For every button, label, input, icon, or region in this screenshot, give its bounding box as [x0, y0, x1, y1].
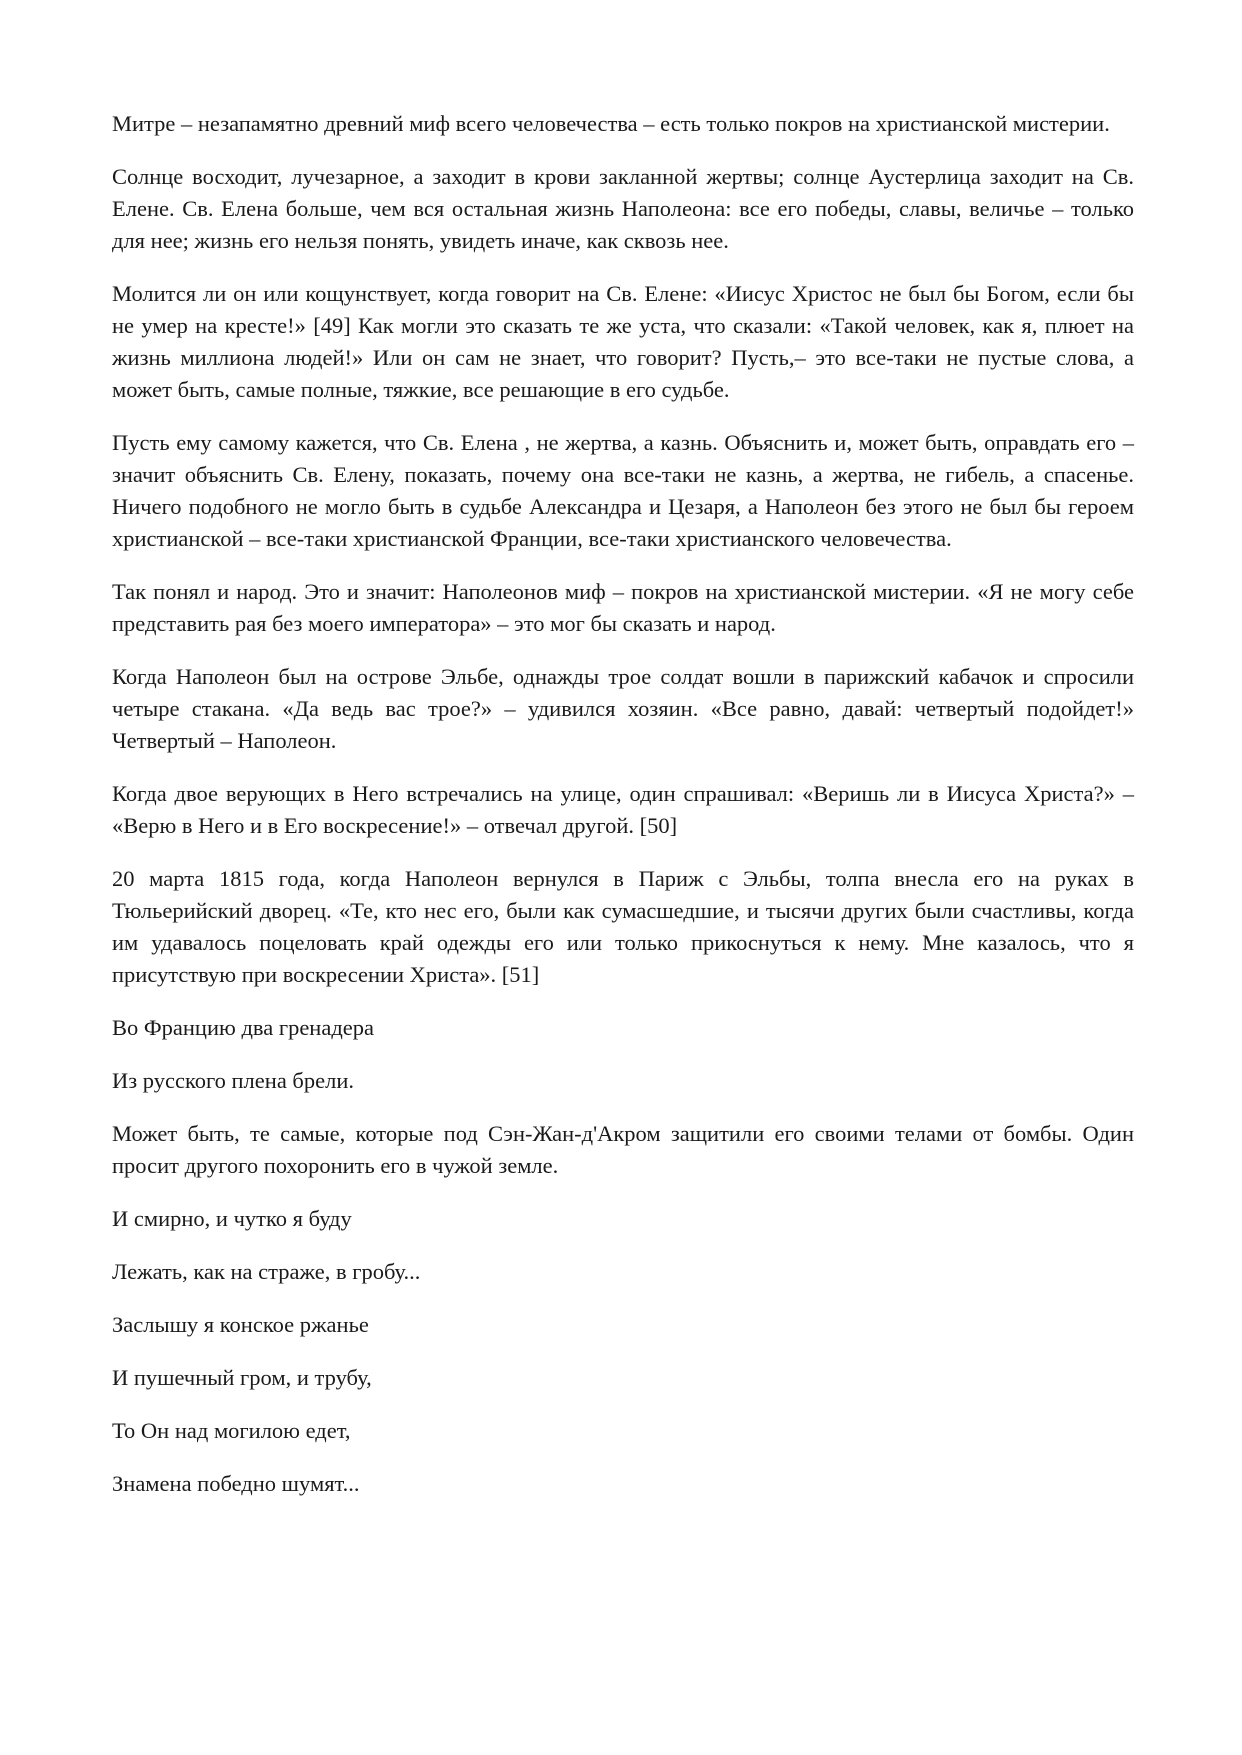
paragraph-sun: Солнце восходит, лучезарное, а заходит в крови закланной жертвы; солнце Аустерлица заходит на Св. Елене. Св. Елена больше, чем вся остальная жизнь Наполеона: все его победы, славы, величье – только для нее; жизнь его нельзя понять, увидеть иначе, как сквозь нее. — [112, 164, 1134, 253]
verse-line: И смирно, и чутко я буду — [112, 1206, 352, 1231]
paragraph-march-20: 20 марта 1815 года, когда Наполеон вернулся в Париж с Эльбы, толпа внесла его на руках в Тюльерийский дворец. «Те, кто нес его, были как сумасшедшие, и тысячи других были счастливы, когда им удавалось поцеловать край одежды его или только прикоснуться к нему. Мне казалось, что я присутствую при воскресении Христа». [51] — [112, 866, 1134, 987]
verse-line: То Он над могилою едет, — [112, 1418, 351, 1443]
verse-line: Во Францию два гренадера — [112, 1015, 375, 1040]
paragraph-believers: Когда двое верующих в Него встречались на улице, один спрашивал: «Веришь ли в Иисуса Христа?» – «Верю в Него и в Его воскресение!» – отвечал другой. [50] — [112, 781, 1134, 838]
paragraph-prayer: Молится ли он или кощунствует, когда говорит на Св. Елене: «Иисус Христос не был бы Богом, если бы не умер на кресте!» [49] Как могли это сказать те же уста, что сказали: «Такой человек, как я, плюет на жизнь миллиона людей!» Или он сам не знает, что говорит? Пусть,– это все-таки не пустые слова, а может быть, самые полные, тяжкие, все решающие в его судьбе. — [112, 281, 1134, 402]
verse-line: Заслышу я конское ржанье — [112, 1312, 369, 1337]
paragraph-mitra: Митре – незапамятно древний миф всего человечества – есть только покров на христианской мистерии. — [112, 111, 1110, 136]
document-page — [112, 108, 1134, 1521]
verse-line: Лежать, как на страже, в гробу... — [112, 1259, 421, 1284]
verse-line: Знамена победно шумят... — [112, 1471, 360, 1496]
paragraph-elba: Когда Наполеон был на острове Эльбе, однажды трое солдат вошли в парижский кабачок и спросили четыре стакана. «Да ведь вас трое?» – удивился хозяин. «Все равно, давай: четвертый подойдет!» Четвертый – Наполеон. — [112, 664, 1134, 753]
verse-line: И пушечный гром, и трубу, — [112, 1365, 372, 1390]
verse-line: Из русского плена брели. — [112, 1068, 355, 1093]
paragraph-grenadiers: Может быть, те самые, которые под Сэн-Жан-д'Акром защитили его своими телами от бомбы. Один просит другого похоронить его в чужой земле. — [112, 1121, 1134, 1178]
paragraph-people: Так понял и народ. Это и значит: Наполеонов миф – покров на христианской мистерии. «Я не могу себе представить рая без моего императора» – это мог бы сказать и народ. — [112, 579, 1134, 636]
paragraph-sacrifice: Пусть ему самому кажется, что Св. Елена , не жертва, а казнь. Объяснить и, может быть, оправдать его – значит объяснить Св. Елену, показать, почему она все-таки не казнь, а жертва, не гибель, а спасенье. Ничего подобного не могло быть в судьбе Александра и Цезаря, а Наполеон без этого не был бы героем христианской – все-таки христианской Франции, все-таки христианского человечества. — [112, 430, 1134, 551]
